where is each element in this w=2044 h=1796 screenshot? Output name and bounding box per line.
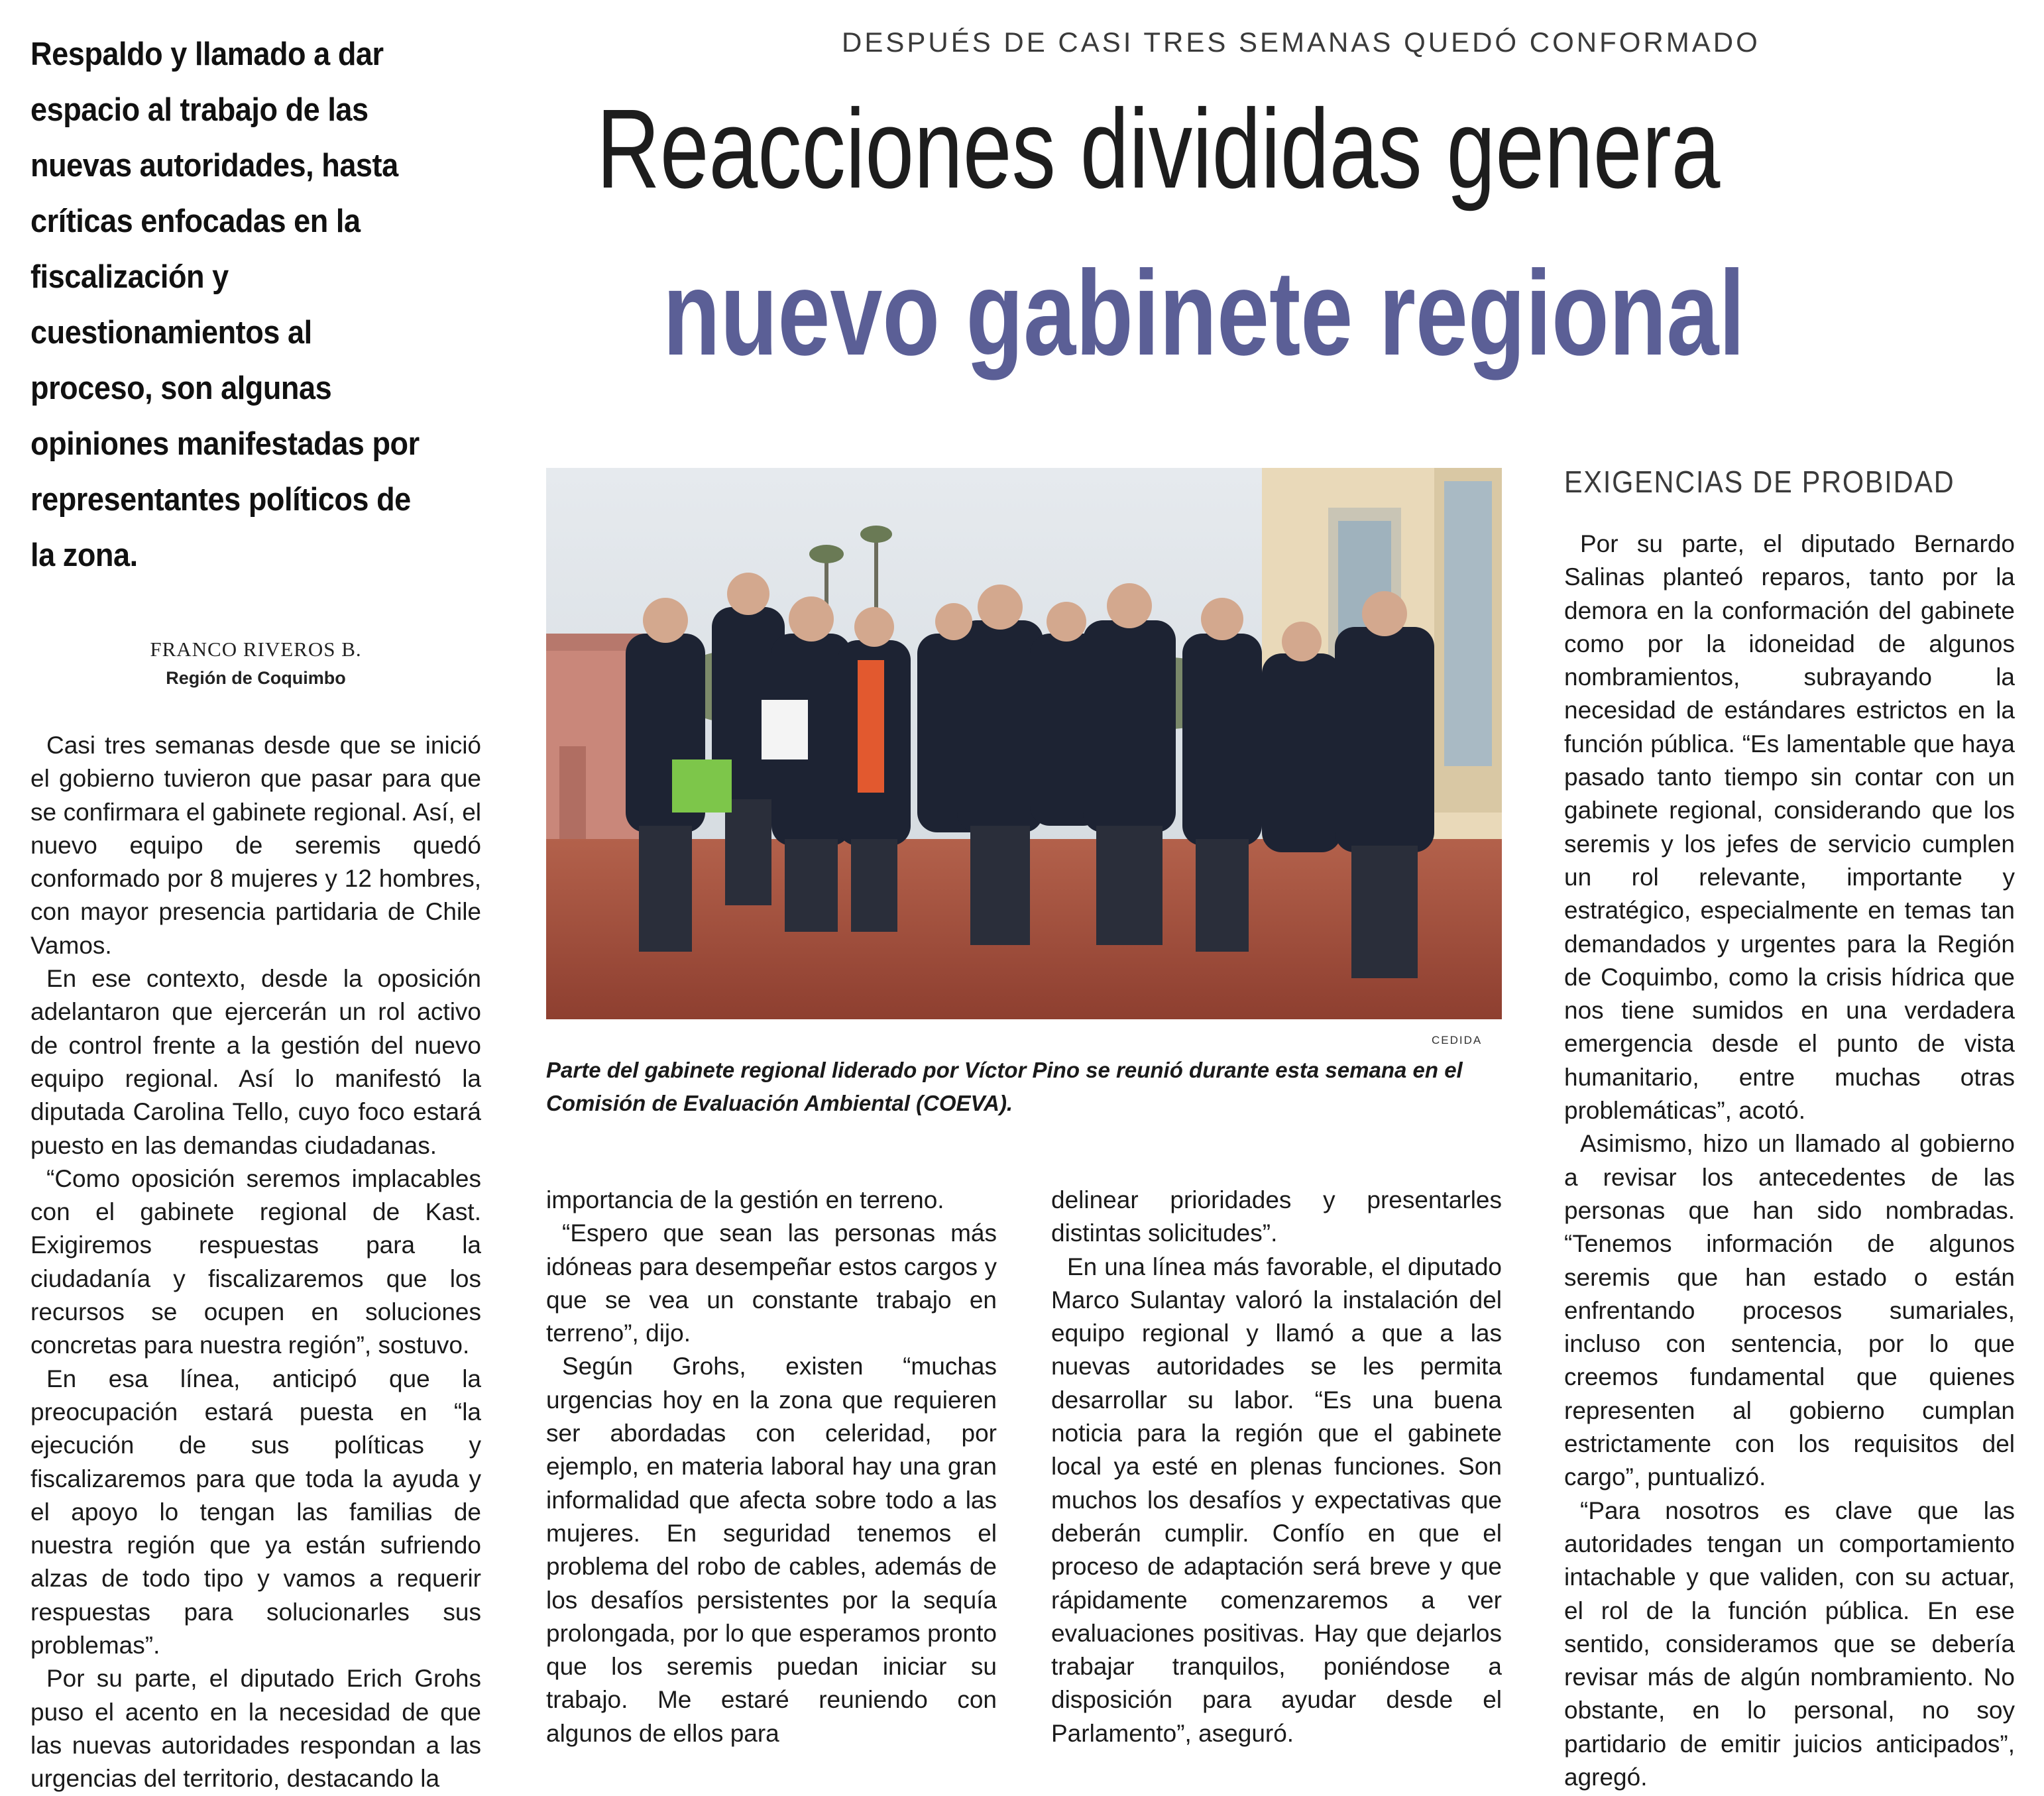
- section-subhead: EXIGENCIAS DE PROBIDAD: [1564, 465, 1955, 499]
- headline-line-2: nuevo gabinete regional: [663, 245, 1745, 380]
- paragraph: Asimismo, hizo un llamado al gobierno a revisar los antecedentes de las personas que han sido nombradas. “Tenemos información de algunos seremis que han estado o están enfrentando procesos sumariales, incluso con sentencia, por lo que creemos fundamental que quienes representen al gobierno cumplan estrictamente con los requisitos del cargo”, puntualizó.: [1564, 1130, 2015, 1491]
- paragraph: En ese contexto, desde la oposición adelantaron que ejercerán un rol activo de control frente a la gestión del nuevo equipo regional. Así lo manifestó la diputada Carolina Tello, cuyo foco estará puesto en las demandas ciudadanas.: [30, 965, 481, 1159]
- paragraph: “Como oposición seremos implacables con el gabinete regional de Kast. Exigiremos respuestas para la ciudadanía y fiscalizaremos que los recursos se ocupen en soluciones concretas para nuestra región”, sostuvo.: [30, 1164, 481, 1359]
- article-photo: [546, 468, 1502, 1019]
- paragraph: Por su parte, el diputado Erich Grohs puso el acento en la necesidad de que las nuevas autoridades respondan a las urgencias del territorio, destacando la: [30, 1665, 481, 1793]
- paragraph: En una línea más favorable, el diputado Marco Sulantay valoró la instalación del equipo regional y llamó a que a las nuevas autoridades se les permita desarrollar su labor. “Es una buena noticia para la región que el gabinete local ya esté en plenas funciones. Son muchos los desafíos y expectativas que deberán cumplir. Confío en que el proceso de adaptación será breve y que rápidamente comenzaremos a ver evaluaciones positivas. Hay que dejarlos trabajar tranquilos, poniéndose a disposición para ayudar desde el Parlamento”, aseguró.: [1051, 1253, 1502, 1747]
- paragraph: En esa línea, anticipó que la preocupación estará puesta en “la ejecución de sus políticas y fiscalizaremos para que toda la ayuda y el apoyo lo tengan las familias de nuestra región que ya están sufriendo alzas de todo tipo y vamos a requerir respuestas para solucionarles sus problemas”.: [30, 1365, 481, 1659]
- photo-caption: Parte del gabinete regional liderado por Víctor Pino se reunió durante esta semana en el Comisión de Evaluación Ambiental (COEVA).: [546, 1058, 1463, 1115]
- article-deck: Respaldo y llamado a dar espacio al trabajo de las nuevas autoridades, hasta críticas enfocadas en la fiscalización y cuestionamientos al proceso, son algunas opiniones manifestadas por representantes políticos de la zona.: [30, 36, 420, 573]
- paragraph: delinear prioridades y presentarles distintas solicitudes”.: [1051, 1186, 1502, 1247]
- paragraph: “Espero que sean las personas más idóneas para desempeñar estos cargos y que se vea un constante trabajo en terreno”, dijo.: [546, 1219, 997, 1347]
- body-column-3: [1051, 1184, 1502, 1750]
- group-photo-illustration: [546, 468, 1502, 1019]
- byline-author: FRANCO RIVEROS B.: [150, 638, 362, 661]
- paragraph: Por su parte, el diputado Bernardo Salinas planteó reparos, tanto por la demora en la conformación del gabinete como por la idoneidad de algunos nombramientos, subrayando la necesidad de estándares estrictos en la función pública. “Es lamentable que haya pasado tanto tiempo sin contar con un gabinete regional, considerando que los seremis y los jefes de servicio cumplen un rol relevante, importante y estratégico, especialmente en temas tan demandados y urgentes para la Región de Coquimbo, como la crisis hídrica que nos tiene sumidos en una verdadera emergencia desde el punto de vista humanitario, entre muchas otras problemáticas”, acotó.: [1564, 530, 2015, 1125]
- headline-kicker: DESPUÉS DE CASI TRES SEMANAS QUEDÓ CONFORMADO: [842, 27, 1760, 58]
- photo-credit: CEDIDA: [1432, 1034, 1483, 1046]
- paragraph: Según Grohs, existen “muchas urgencias hoy en la zona que requieren ser abordadas con celeridad, por ejemplo, en materia laboral hay una gran informalidad que afecta sobre todo a las mujeres. En seguridad tenemos el problema del robo de cables, además de los desafíos persistentes por la sequía prolongada, por lo que esperamos pronto que los seremis puedan iniciar su trabajo. Me estaré reuniendo con algunos de ellos para: [546, 1353, 997, 1747]
- paragraph: importancia de la gestión en terreno.: [546, 1186, 944, 1213]
- paragraph: Casi tres semanas desde que se inició el gobierno tuvieron que pasar para que se confirmara el gabinete regional. Así, el nuevo equipo de seremis quedó conformado por 8 mujeres y 12 hombres, con mayor presencia partidaria de Chile Vamos.: [30, 732, 481, 959]
- paragraph: “Para nosotros es clave que las autoridades tengan un comportamiento intachable y que validen, con su actuar, el rol de la función pública. En ese sentido, consideramos que se debería revisar más de algún nombramiento. No obstante, en lo personal, no soy partidario de emitir juicios anticipados”, agregó.: [1564, 1496, 2015, 1791]
- body-column-1: [30, 729, 481, 1796]
- body-column-4: [1564, 528, 2015, 1794]
- body-column-2: [546, 1184, 997, 1750]
- byline-region: Región de Coquimbo: [166, 668, 346, 688]
- headline-line-1: Reacciones divididas genera: [596, 86, 1721, 212]
